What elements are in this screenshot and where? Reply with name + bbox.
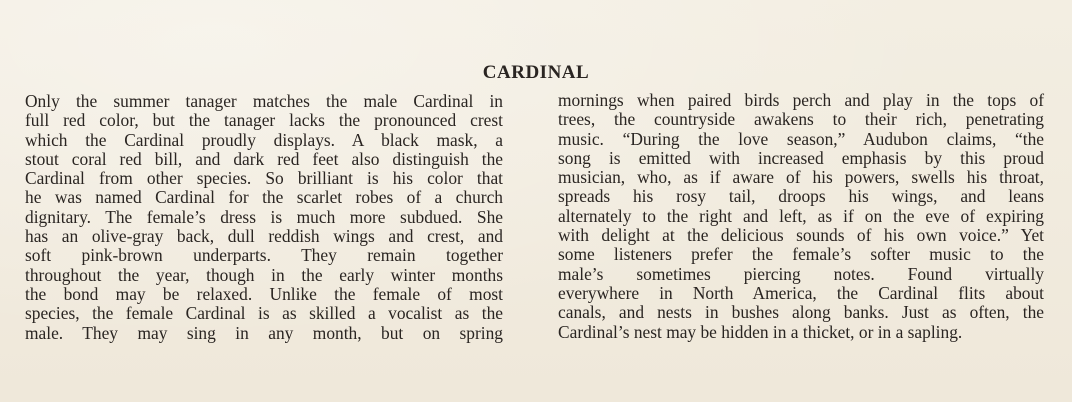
- page-title: CARDINAL: [482, 62, 590, 83]
- text-line: trees, the countryside awakens to their rich, penetrating: [558, 109, 1044, 130]
- text-line: music. “During the love season,” Audubon claims, “the: [558, 128, 1044, 149]
- text-line: mornings when paired birds perch and play in the tops of: [558, 90, 1044, 110]
- text-line: soft pink-brown underparts. They remain together: [25, 245, 503, 266]
- text-line: male. They may sing in any month, but on spring: [25, 322, 503, 343]
- text-line: some listeners prefer the female’s softer music to the: [558, 244, 1044, 265]
- text-line: with delight at the delicious sounds of his own voice.” Yet: [558, 225, 1044, 246]
- text-line: canals, and nests in bushes along banks. Just as often, the: [558, 302, 1044, 323]
- text-line: alternately to the right and left, as if on the eve of expiring: [558, 205, 1044, 226]
- text-line: stout coral red bill, and dark red feet also distinguish the: [25, 148, 503, 169]
- text-line: spreads his rosy tail, droops his wings, and leans: [558, 186, 1044, 207]
- text-line: he was named Cardinal for the scarlet robes of a church: [25, 187, 503, 208]
- left-text-column: [25, 92, 503, 343]
- text-line: musician, who, as if aware of his powers, swells his throat,: [558, 167, 1044, 188]
- right-text-column: [558, 91, 1044, 342]
- text-line: Only the summer tanager matches the male Cardinal in: [25, 91, 503, 111]
- text-line: throughout the year, though in the early winter months: [25, 264, 503, 285]
- text-line: which the Cardinal proudly displays. A black mask, a: [25, 129, 503, 150]
- text-line: song is emitted with increased emphasis by this proud: [558, 147, 1044, 168]
- text-line: the bond may be relaxed. Unlike the female of most: [25, 283, 503, 304]
- text-line: dignitary. The female’s dress is much more subdued. She: [25, 206, 503, 227]
- text-line: Cardinal’s nest may be hidden in a thicket, or in a sapling.: [558, 321, 963, 342]
- text-line: species, the female Cardinal is as skilled a vocalist as the: [25, 303, 503, 324]
- text-line: has an olive-gray back, dull reddish wings and crest, and: [25, 226, 503, 247]
- text-line: male’s sometimes piercing notes. Found virtually: [558, 263, 1044, 284]
- text-line: everywhere in North America, the Cardinal flits about: [558, 282, 1044, 303]
- text-line: full red color, but the tanager lacks the pronounced crest: [25, 110, 503, 131]
- text-line: Cardinal from other species. So brilliant is his color that: [25, 168, 503, 189]
